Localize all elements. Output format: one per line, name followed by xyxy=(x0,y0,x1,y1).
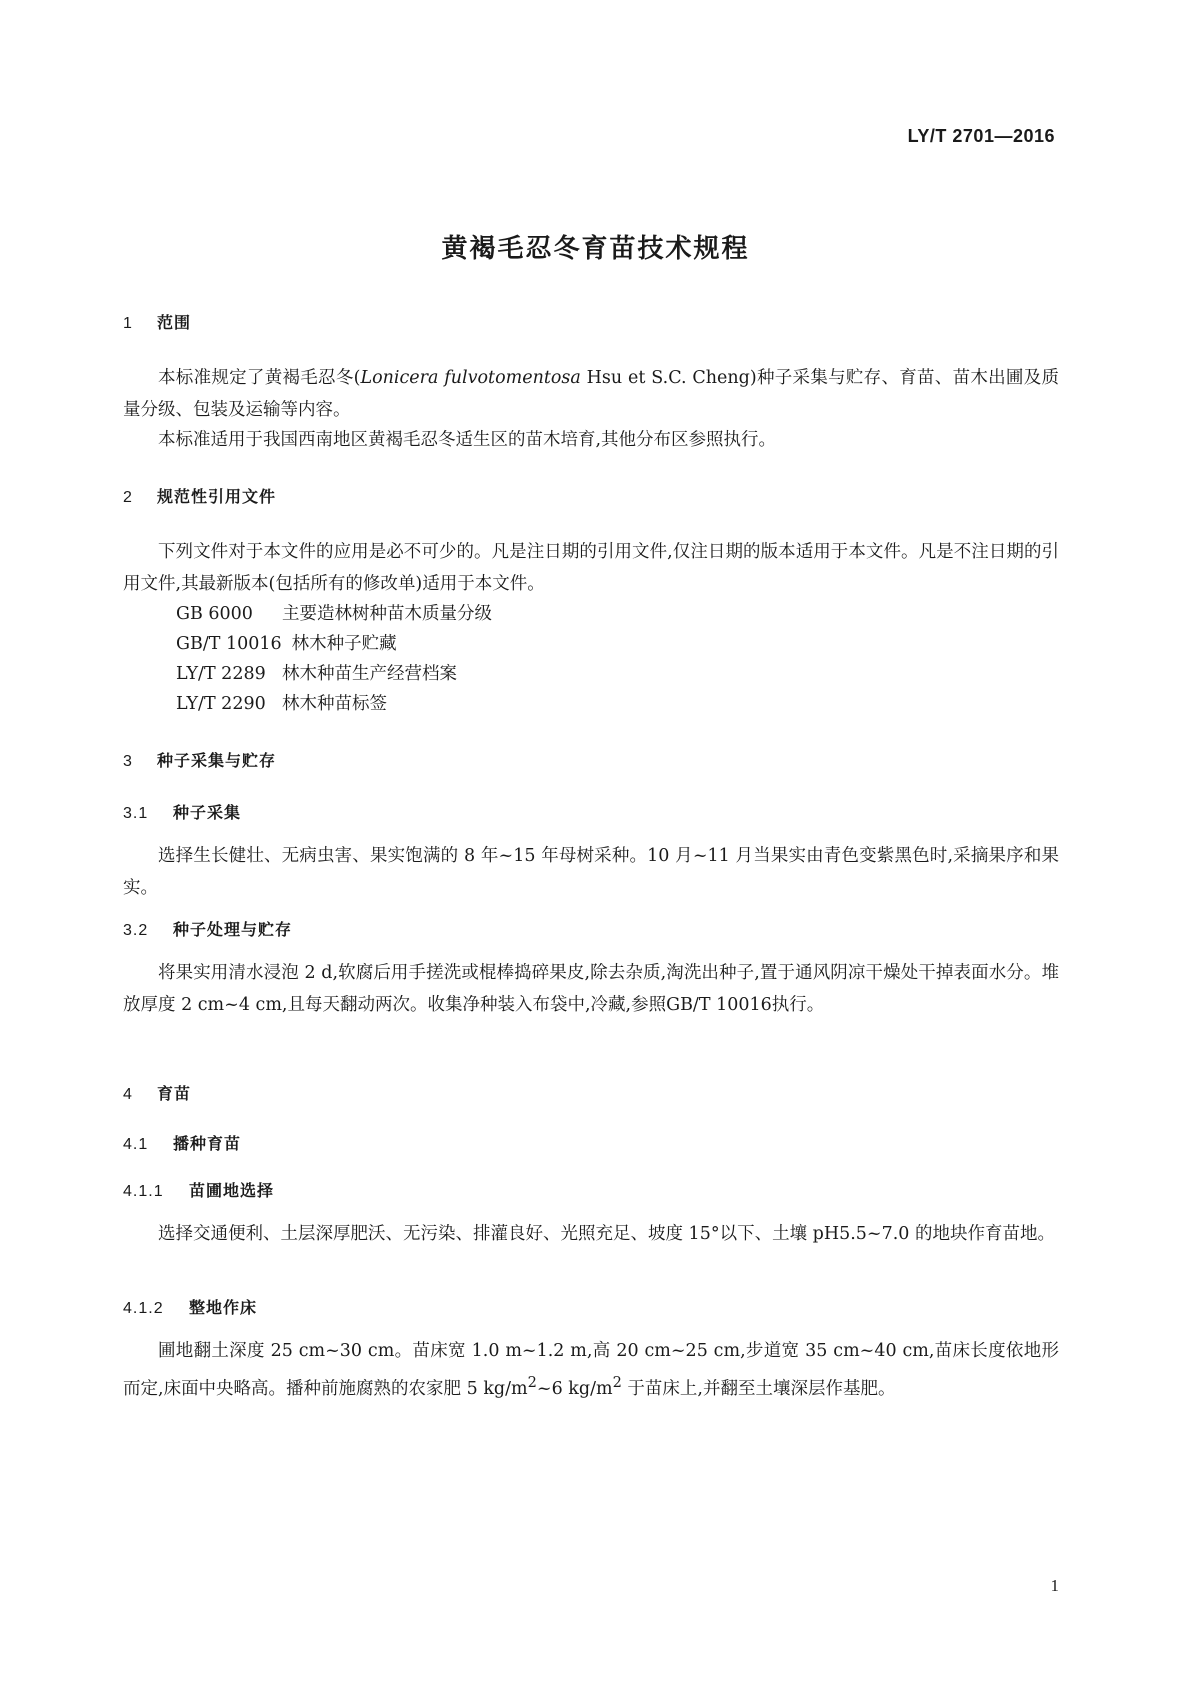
reference-code: LY/T 2289 xyxy=(176,664,266,684)
section-number: 4.1.1 xyxy=(123,1183,164,1200)
reference-item xyxy=(176,688,387,720)
section-number: 3.1 xyxy=(123,805,149,822)
section-4-heading xyxy=(123,1081,191,1104)
section-number: 4.1.2 xyxy=(123,1300,164,1317)
standard-code: LY/T 2701—2016 xyxy=(907,126,1055,146)
section-title: 范围 xyxy=(157,313,192,332)
section-3-heading xyxy=(123,748,276,771)
reference-code: LY/T 2290 xyxy=(176,694,266,714)
section-number: 4 xyxy=(123,1086,133,1103)
section-4-1-1-heading xyxy=(123,1178,274,1201)
section-4-1-heading xyxy=(123,1131,241,1154)
section-number: 2 xyxy=(123,489,133,506)
section-title: 育苗 xyxy=(157,1084,192,1103)
section-number: 1 xyxy=(123,315,133,332)
section-2-heading xyxy=(123,484,276,507)
section-4-1-2-heading xyxy=(123,1295,257,1318)
section-title: 种子处理与贮存 xyxy=(173,920,293,939)
section-2-paragraph-1: 下列文件对于本文件的应用是必不可少的。凡是注日期的引用文件,仅注日期的版本适用于本文件。凡是不注日期的引用文件,其最新版本(包括所有的修改单)适用于本文件。 xyxy=(123,542,1059,594)
section-title: 播种育苗 xyxy=(173,1134,242,1153)
section-title: 种子采集与贮存 xyxy=(157,751,277,770)
reference-title: 主要造林树种苗木质量分级 xyxy=(282,604,492,624)
section-3-1-paragraph: 选择生长健壮、无病虫害、果实饱满的 8 年~15 年母树采种。10 月~11 月当果实由青色变紫黑色时,采摘果序和果实。 xyxy=(123,846,1059,898)
section-title: 规范性引用文件 xyxy=(157,487,277,506)
section-1-paragraph-1: 本标准规定了黄褐毛忍冬(Lonicera fulvotomentosa Hsu et S.C. Cheng)种子采集与贮存、育苗、苗木出圃及质量分级、包装及运输等内容。 xyxy=(123,368,1059,420)
section-number: 4.1 xyxy=(123,1136,149,1153)
reference-item xyxy=(176,658,457,690)
reference-item xyxy=(176,628,397,660)
section-1-paragraph-2: 本标准适用于我国西南地区黄褐毛忍冬适生区的苗木培育,其他分布区参照执行。 xyxy=(158,430,777,450)
section-title: 苗圃地选择 xyxy=(189,1181,275,1200)
section-4-1-2-paragraph: 圃地翻土深度 25 cm~30 cm。苗床宽 1.0 m~1.2 m,高 20 cm~25 cm,步道宽 35 cm~40 cm,苗床长度依地形而定,床面中央略高。播种前施腐熟的农家肥 5 $kg/m^2\sim 6$ $kg/m^2$ 于苗床上,并翻至土壤深层作基肥。 xyxy=(123,1341,1059,1399)
section-1-heading xyxy=(123,310,191,333)
reference-code: GB/T 10016 xyxy=(176,634,282,654)
section-3-2-paragraph: 将果实用清水浸泡 2 d,软腐后用手搓洗或棍棒捣碎果皮,除去杂质,淘洗出种子,置于通风阴凉干燥处干掉表面水分。堆放厚度 2 cm~4 cm,且每天翻动两次。收集净种装入布袋中,冷藏,参照GB/T 10016执行。 xyxy=(123,963,1059,1015)
section-3-1-heading xyxy=(123,800,241,823)
reference-title: 林木种苗生产经营档案 xyxy=(282,664,457,684)
section-4-1-1-paragraph: 选择交通便利、土层深厚肥沃、无污染、排灌良好、光照充足、坡度 15°以下、土壤 pH5.5~7.0 的地块作育苗地。 xyxy=(158,1224,1055,1244)
section-title: 整地作床 xyxy=(189,1298,258,1317)
section-title: 种子采集 xyxy=(173,803,242,822)
latin-name: Lonicera fulvotomentosa xyxy=(360,368,581,388)
section-3-2-heading xyxy=(123,917,292,940)
reference-code: GB 6000 xyxy=(176,604,253,624)
page-number: 1 xyxy=(1050,1576,1059,1595)
reference-item xyxy=(176,598,492,630)
reference-title: 林木种苗标签 xyxy=(282,694,387,714)
section-number: 3.2 xyxy=(123,922,149,939)
document-title: 黄褐毛忍冬育苗技术规程 xyxy=(441,234,750,264)
section-number: 3 xyxy=(123,753,133,770)
reference-title: 林木种子贮藏 xyxy=(291,634,397,654)
